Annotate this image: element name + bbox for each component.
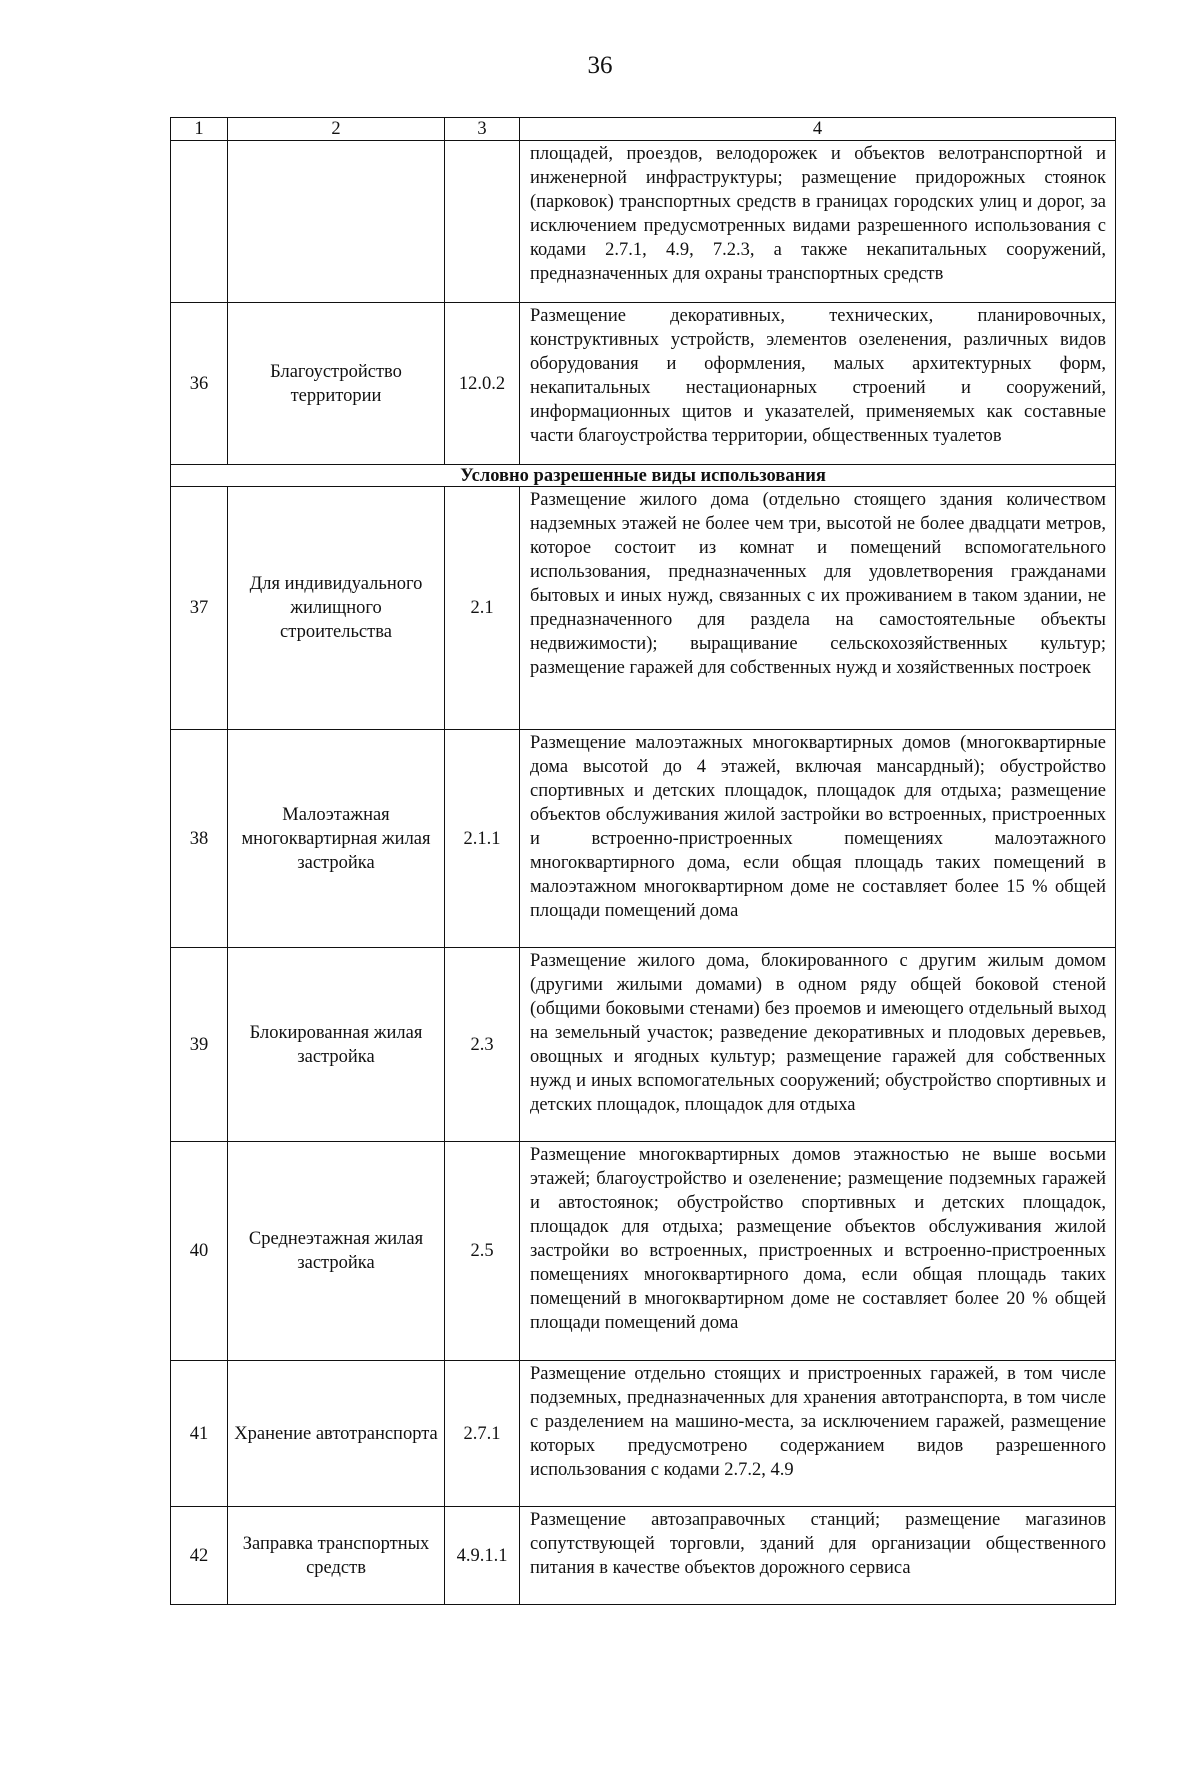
row-code-cell: 12.0.2 (445, 303, 520, 465)
row-number-cell: 39 (171, 948, 228, 1142)
row-number-cell: 36 (171, 303, 228, 465)
table-row (171, 1507, 1116, 1605)
section-heading: Условно разрешенные виды использования (171, 465, 1116, 487)
row-code-cell: 2.3 (445, 948, 520, 1142)
row-name-cell: Заправка транспортных средств (228, 1507, 445, 1605)
row-number-cell (171, 141, 228, 303)
row-name-cell: Хранение автотранспорта (228, 1361, 445, 1507)
table-row (171, 303, 1116, 465)
table-header-row (171, 118, 1116, 141)
land-use-table (170, 117, 1116, 1605)
row-code-cell: 4.9.1.1 (445, 1507, 520, 1605)
row-description-cell: Размещение жилого дома (отдельно стоящего здания количеством надземных этажей не более чем три, высотой не более двадцати метров, которое состоит из комнат и помещений вспомогательного использования, предназначенных для удовлетворения гражданами бытовых и иных нужд, связанных с их проживанием в таком здании, не предназначенного для раздела на самостоятельные объекты недвижимости); выращивание сельскохозяйственных культур; размещение гаражей для собственных нужд и хозяйственных построек (520, 487, 1116, 730)
header-col-4: 4 (520, 118, 1116, 141)
row-description-cell: Размещение автозаправочных станций; размещение магазинов сопутствующей торговли, зданий для организации общественного питания в качестве объектов дорожного сервиса (520, 1507, 1116, 1605)
table-row (171, 948, 1116, 1142)
header-col-1: 1 (171, 118, 228, 141)
row-name-cell: Для индивидуального жилищного строительства (228, 487, 445, 730)
page-number: 36 (587, 52, 613, 79)
table-row (171, 730, 1116, 948)
row-description-cell: Размещение многоквартирных домов этажностью не выше восьми этажей; благоустройство и озеленение; размещение подземных гаражей и автостоянок; обустройство спортивных и детских площадок, площадок для отдыха; размещение объектов обслуживания жилой застройки во встроенных, пристроенных и встроенно-пристроенных помещениях многоквартирного дома, если общая площадь таких помещений в многоквартирном доме не составляет более 20 % общей площади помещений дома (520, 1142, 1116, 1361)
row-code-cell: 2.1.1 (445, 730, 520, 948)
row-code-cell (445, 141, 520, 303)
table-row-continuation (171, 141, 1116, 303)
row-number-cell: 38 (171, 730, 228, 948)
section-heading-row (171, 465, 1116, 487)
table-row (171, 1142, 1116, 1361)
row-number-cell: 41 (171, 1361, 228, 1507)
row-description-cell: Размещение отдельно стоящих и пристроенных гаражей, в том числе подземных, предназначенных для хранения автотранспорта, в том числе с разделением на машино-места, за исключением гаражей, размещение которых предусмотрено содержанием видов разрешенного использования с кодами 2.7.2, 4.9 (520, 1361, 1116, 1507)
row-name-cell: Среднеэтажная жилая застройка (228, 1142, 445, 1361)
row-number-cell: 40 (171, 1142, 228, 1361)
row-code-cell: 2.7.1 (445, 1361, 520, 1507)
header-col-2: 2 (228, 118, 445, 141)
row-description-cell: площадей, проездов, велодорожек и объектов велотранспортной и инженерной инфраструктуры; размещение придорожных стоянок (парковок) транспортных средств в границах городских улиц и дорог, за исключением предусмотренных видами разрешенного использования с кодами 2.7.1, 4.9, 7.2.3, а также некапитальных сооружений, предназначенных для охраны транспортных средств (520, 141, 1116, 303)
header-col-3: 3 (445, 118, 520, 141)
row-number-cell: 37 (171, 487, 228, 730)
row-name-cell: Блокированная жилая застройка (228, 948, 445, 1142)
row-code-cell: 2.5 (445, 1142, 520, 1361)
table-row (171, 1361, 1116, 1507)
row-name-cell (228, 141, 445, 303)
row-name-cell: Малоэтажная многоквартирная жилая застройка (228, 730, 445, 948)
table-row (171, 487, 1116, 730)
row-name-cell: Благоустройство территории (228, 303, 445, 465)
row-description-cell: Размещение малоэтажных многоквартирных домов (многоквартирные дома высотой до 4 этажей, включая мансардный); обустройство спортивных и детских площадок, площадок для отдыха; размещение объектов обслуживания жилой застройки во встроенных, пристроенных и встроенно-пристроенных помещениях малоэтажного многоквартирного дома, если общая площадь таких помещений в малоэтажном многоквартирном доме не составляет более 15 % общей площади помещений дома (520, 730, 1116, 948)
row-description-cell: Размещение декоративных, технических, планировочных, конструктивных устройств, элементов озеленения, различных видов оборудования и оформления, малых архитектурных форм, некапитальных нестационарных строений и сооружений, информационных щитов и указателей, применяемых как составные части благоустройства территории, общественных туалетов (520, 303, 1116, 465)
row-code-cell: 2.1 (445, 487, 520, 730)
row-description-cell: Размещение жилого дома, блокированного с другим жилым домом (другими жилыми домами) в одном ряду общей боковой стеной (общими боковыми стенами) без проемов и имеющего отдельный выход на земельный участок; разведение декоративных и плодовых деревьев, овощных и ягодных культур; размещение гаражей для собственных нужд и иных вспомогательных сооружений; обустройство спортивных и детских площадок, площадок для отдыха (520, 948, 1116, 1142)
row-number-cell: 42 (171, 1507, 228, 1605)
